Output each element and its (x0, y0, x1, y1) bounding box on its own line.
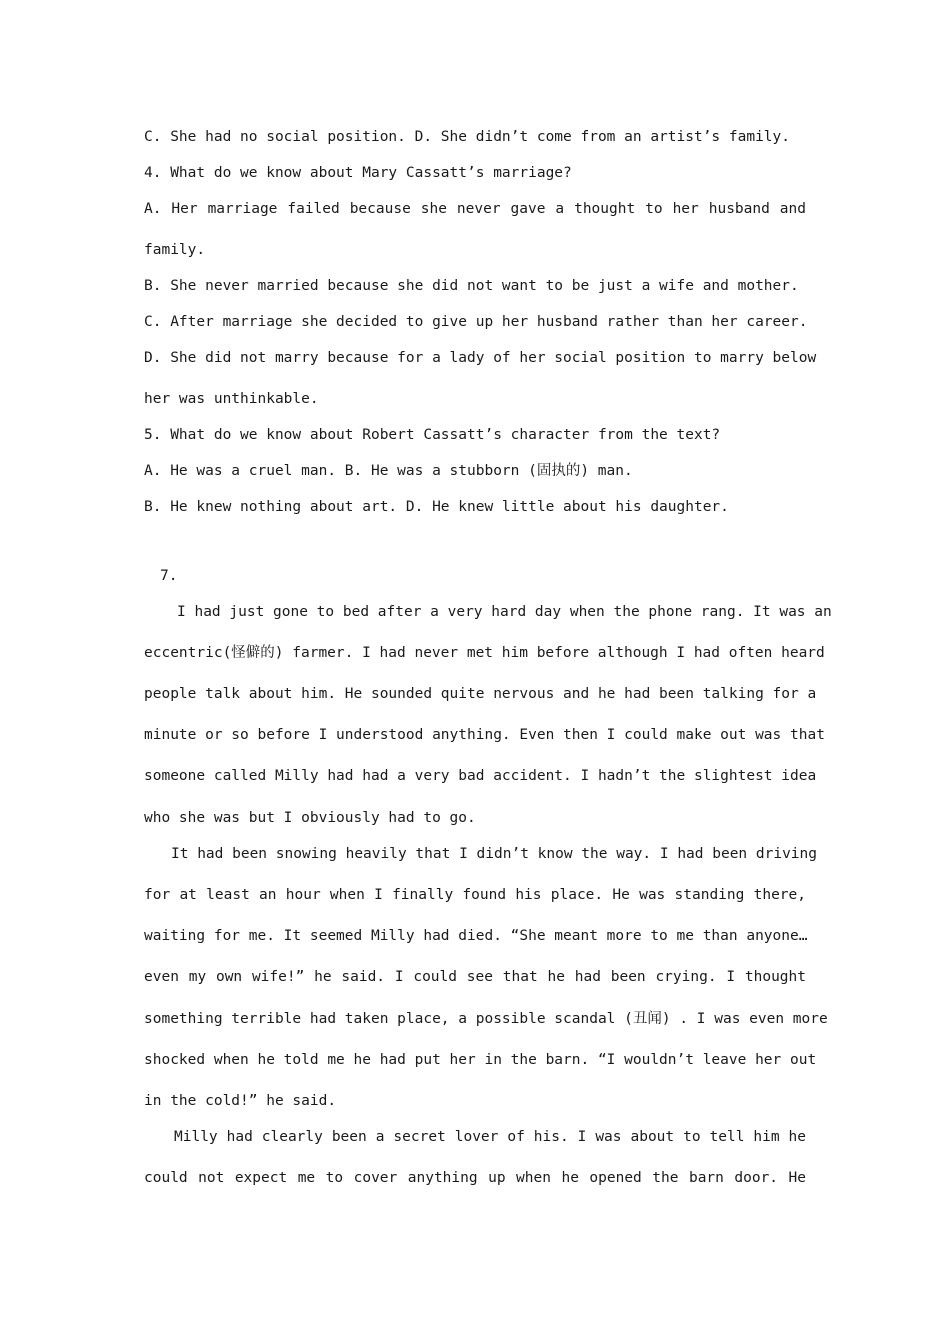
option-4d-line1: D. She did not marry because for a lady of her social position to marry below (144, 350, 817, 366)
option-4a-line2: family. (144, 242, 206, 258)
paragraph-3-line-1: Milly had clearly been a secret lover of his. I was about to tell him he (174, 1129, 806, 1145)
option-5a-5b: A. He was a cruel man. B. He was a stubborn (固执的) man. (144, 463, 633, 479)
paragraph-2-line-1: It had been snowing heavily that I didn’t know the way. I had been driving (171, 846, 818, 862)
paragraph-1-line-1: I had just gone to bed after a very hard day when the phone rang. It was an (177, 604, 832, 620)
paragraph-2-line-7: in the cold!” he said. (144, 1093, 337, 1109)
paragraph-2-line-5: something terrible had taken place, a possible scandal (丑闻) . I was even more (144, 1011, 828, 1027)
paragraph-1-line-5: someone called Milly had had a very bad accident. I hadn’t the slightest idea (144, 768, 817, 784)
option-4b: B. She never married because she did not want to be just a wife and mother. (144, 278, 799, 294)
paragraph-2-line-2: for at least an hour when I finally found his place. He was standing there, (144, 887, 806, 903)
paragraph-2-line-6: shocked when he told me he had put her in the barn. “I wouldn’t leave her out (144, 1052, 817, 1068)
paragraph-1-line-3: people talk about him. He sounded quite nervous and he had been talking for a (144, 686, 817, 702)
paragraph-2-line-4: even my own wife!” he said. I could see that he had been crying. I thought (144, 969, 806, 985)
option-3c-3d: C. She had no social position. D. She didn’t come from an artist’s family. (144, 129, 791, 145)
option-5b-5d: B. He knew nothing about art. D. He knew little about his daughter. (144, 499, 729, 515)
paragraph-1-line-2: eccentric(怪僻的) farmer. I had never met him before although I had often heard (144, 645, 825, 661)
paragraph-1-line-6: who she was but I obviously had to go. (144, 810, 476, 826)
section-number: 7. (160, 568, 178, 584)
question-5: 5. What do we know about Robert Cassatt’s character from the text? (144, 427, 721, 443)
paragraph-1-line-4: minute or so before I understood anything. Even then I could make out was that (144, 727, 825, 743)
option-4d-line2: her was unthinkable. (144, 391, 319, 407)
question-4: 4. What do we know about Mary Cassatt’s marriage? (144, 165, 572, 181)
paragraph-3-line-2: could not expect me to cover anything up when he opened the barn door. He (144, 1170, 806, 1186)
paragraph-2-line-3: waiting for me. It seemed Milly had died. “She meant more to me than anyone… (144, 928, 808, 944)
option-4c: C. After marriage she decided to give up her husband rather than her career. (144, 314, 808, 330)
option-4a-line1: A. Her marriage failed because she never gave a thought to her husband and (144, 201, 806, 217)
